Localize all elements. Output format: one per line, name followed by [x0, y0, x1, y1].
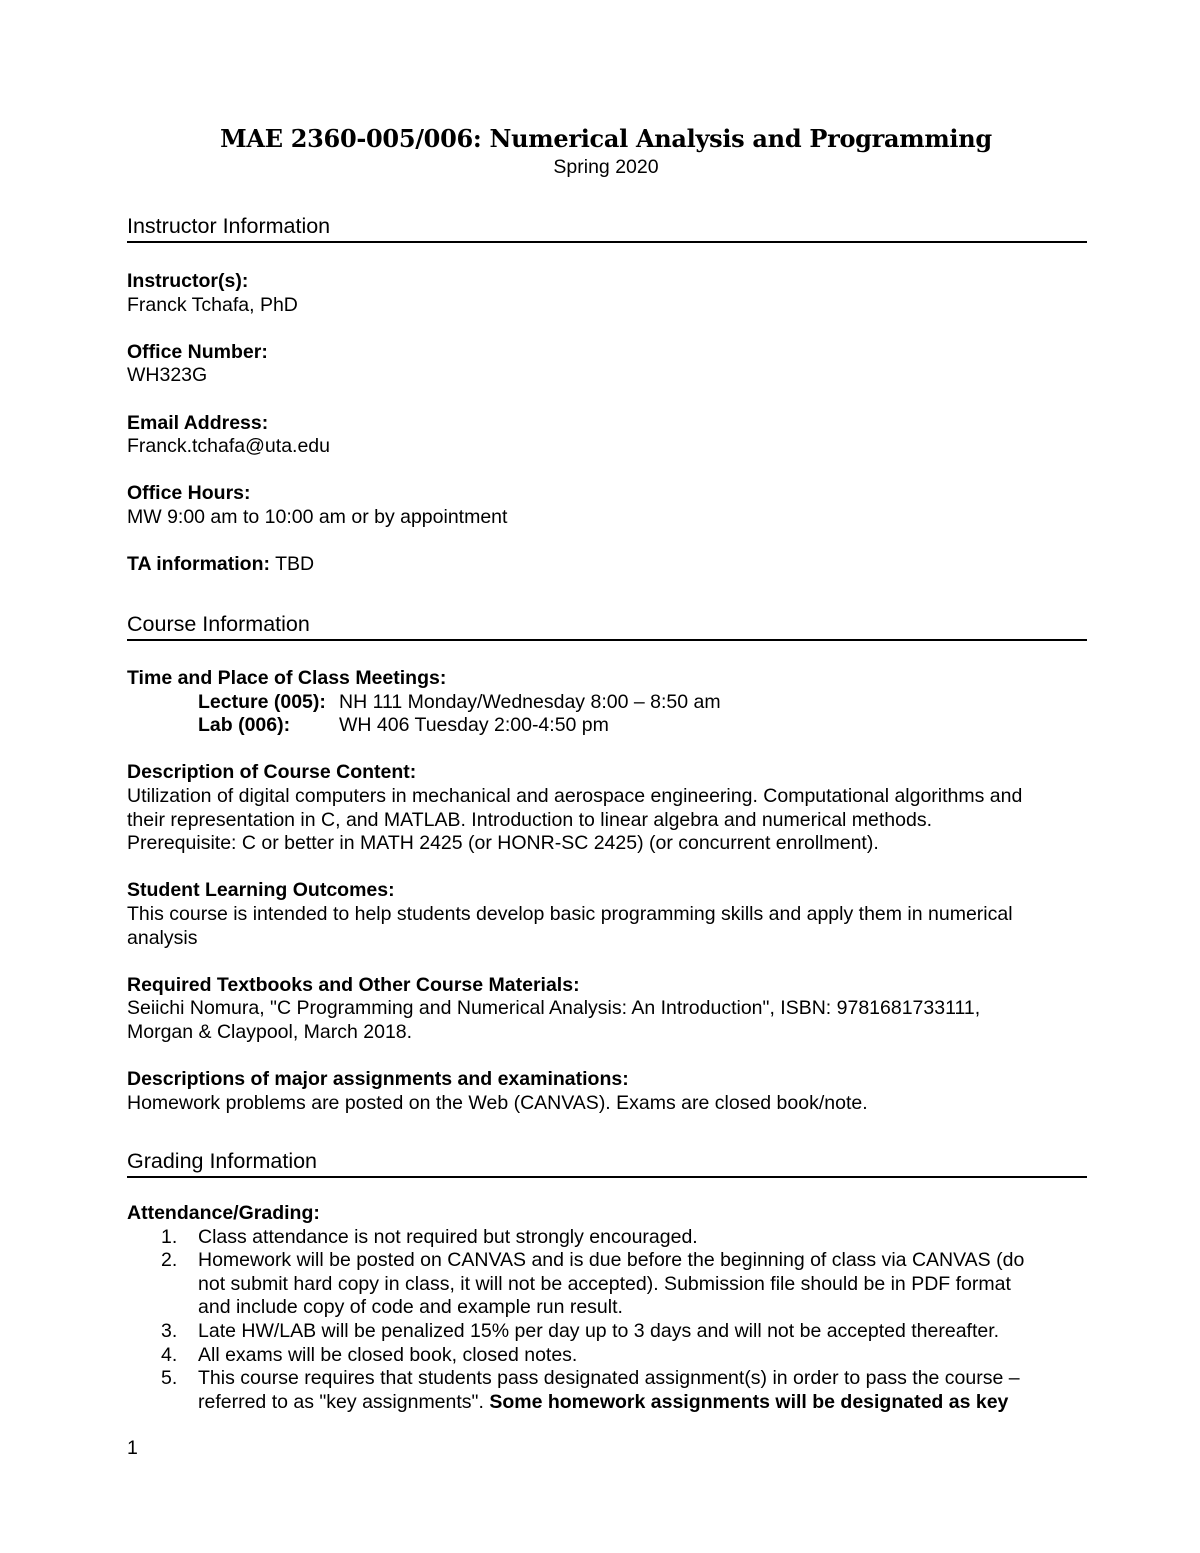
list-item: 4. All exams will be closed book, closed notes.: [161, 1343, 578, 1366]
text-line: This course is intended to help students develop basic programming skills and apply them in numerical: [127, 902, 1013, 925]
grading-list: [127, 1226, 1087, 1415]
course-section: [127, 611, 1087, 1115]
document-subtitle: Spring 2020: [553, 156, 659, 178]
text-line: Homework problems are posted on the Web (CANVAS). Exams are closed book/note.: [127, 1091, 868, 1114]
field-value: TBD: [275, 553, 315, 576]
field-label: Instructor(s):: [127, 270, 249, 292]
field-value: WH323G: [127, 364, 208, 387]
list-item: 5. This course requires that students pass designated assignment(s) in order to pass the course – referred to as "key assignments". Some homework assignments will be designated as key: [161, 1367, 1020, 1413]
page-number: 1: [127, 1437, 138, 1459]
text-line: Seiichi Nomura, "C Programming and Numerical Analysis: An Introduction", ISBN: 9781681733111,: [127, 997, 981, 1020]
text-line: analysis: [127, 926, 198, 949]
text-line: their representation in C, and MATLAB. Introduction to linear algebra and numerical methods.: [127, 808, 932, 831]
field-value: NH 111 Monday/Wednesday 8:00 – 8:50 am: [339, 690, 721, 713]
section-heading: Grading Information: [127, 1148, 1087, 1178]
list-item: 3. Late HW/LAB will be penalized 15% per day up to 3 days and will not be accepted thereafter.: [161, 1319, 1000, 1342]
field-value: WH 406 Tuesday 2:00-4:50 pm: [339, 714, 609, 737]
field-label: Attendance/Grading:: [127, 1202, 320, 1224]
field-label: Lecture (005):: [198, 690, 326, 713]
field-value: MW 9:00 am to 10:00 am or by appointment: [127, 505, 508, 528]
list-item: 1. Class attendance is not required but strongly encouraged.: [161, 1225, 698, 1248]
instructor-section: [127, 213, 1087, 577]
grading-section: [127, 1148, 1087, 1414]
field-value: Franck Tchafa, PhD: [127, 293, 298, 316]
field-label: Office Number:: [127, 340, 268, 363]
field-label: Description of Course Content:: [127, 761, 417, 784]
field-label: Required Textbooks and Other Course Materials:: [127, 973, 580, 996]
email-value: Franck.tchafa@uta.edu: [127, 435, 330, 458]
list-item: 2. Homework will be posted on CANVAS and is due before the beginning of class via CANVAS (do not submit hard copy in class, it will not be accepted). Submission file should be in PDF format and include copy of code and example run result.: [161, 1249, 1025, 1319]
field-label: Email Address:: [127, 411, 269, 434]
section-heading: Instructor Information: [127, 213, 1087, 243]
text-line: Prerequisite: C or better in MATH 2425 (or HONR-SC 2425) (or concurrent enrollment).: [127, 832, 879, 855]
document-title: MAE 2360-005/006: Numerical Analysis and Programming: [220, 124, 992, 153]
field-label: Descriptions of major assignments and examinations:: [127, 1068, 629, 1091]
field-label: Time and Place of Class Meetings:: [127, 667, 447, 689]
text-line: Utilization of digital computers in mechanical and aerospace engineering. Computational algorithms and: [127, 784, 1023, 807]
field-label: Student Learning Outcomes:: [127, 879, 395, 902]
field-label: Lab (006):: [198, 714, 291, 737]
text-line: Morgan & Claypool, March 2018.: [127, 1020, 413, 1043]
section-heading: Course Information: [127, 611, 1087, 641]
field-label: TA information:: [127, 553, 270, 576]
field-label: Office Hours:: [127, 482, 251, 505]
